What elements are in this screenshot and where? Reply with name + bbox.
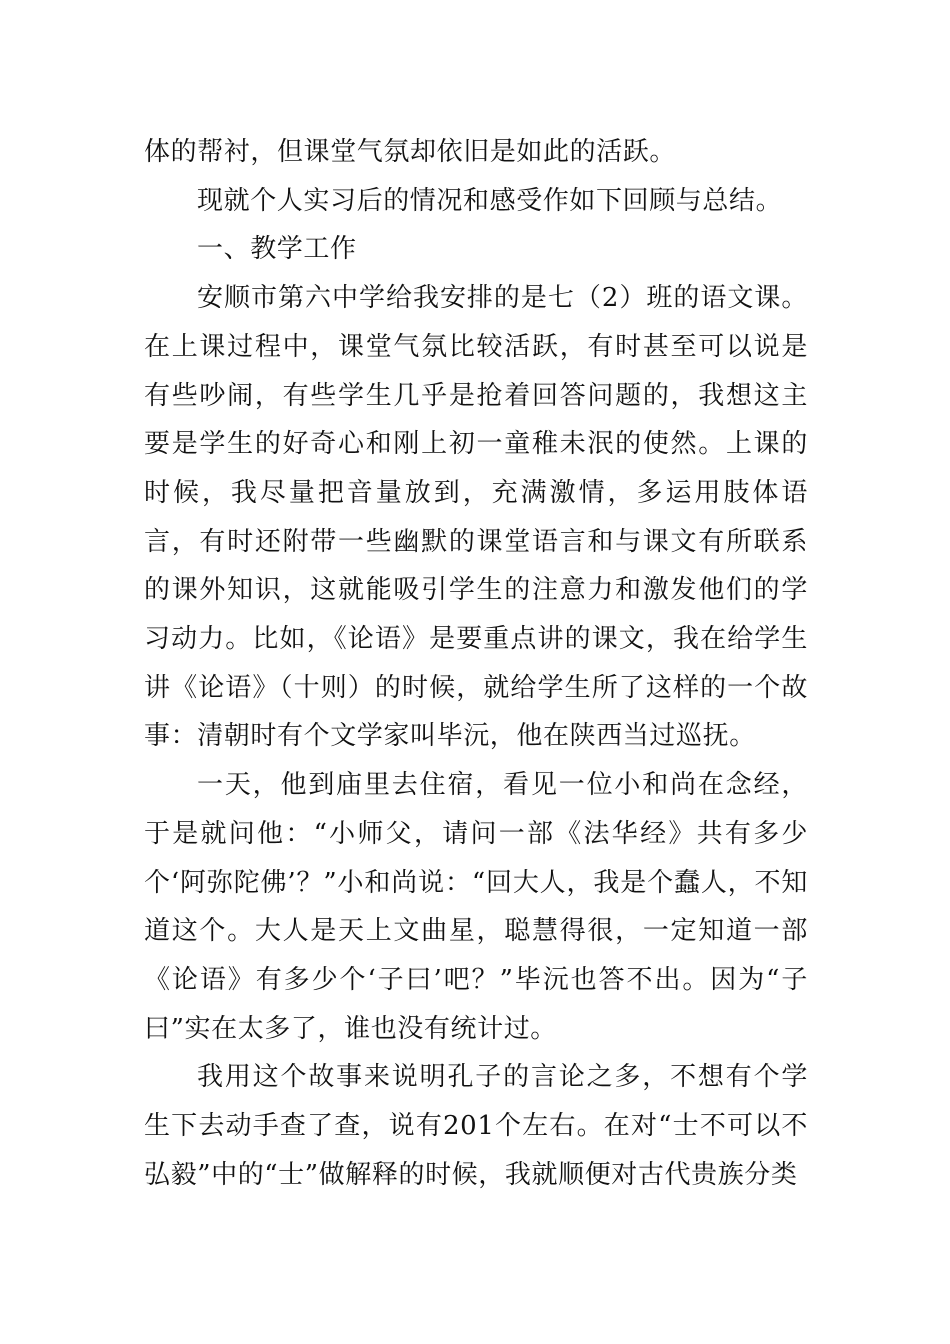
section-heading-teaching: 一、教学工作 bbox=[197, 234, 357, 265]
paragraph-teaching-arrangement: 安顺市第六中学给我安排的是七（2）班的语文课。在上课过程中，课堂气氛比较活跃，有时甚至可以说是有些吵闹，有些学生几乎是抢着回答问题的，我想这主要是学生的好奇心和刚上初一童稚未泯的使然。上课的时候，我尽量把音量放到，充满激情，多运用肢体语言，有时还附带一些幽默的课堂语言和与课文有所联系的课外知识，这就能吸引学生的注意力和激发他们的学习动力。比如，《论语》是要重点讲的课文，我在给学生讲《论语》（十则）的时候，就给学生所了这样的一个故事：清朝时有个文学家叫毕沅，他在陕西当过巡抚。 bbox=[144, 283, 808, 752]
paragraph-intro: 现就个人实习后的情况和感受作如下回顾与总结。 bbox=[197, 185, 783, 216]
document-body bbox=[144, 128, 808, 1199]
paragraph-story-outcome: 我用这个故事来说明孔子的言论之多，不想有个学生下去动手查了查，说有201个左右。在对“士不可以不弘毅”中的“士”做解释的时候，我就顺便对古代贵族分类 bbox=[144, 1062, 808, 1190]
paragraph-continuation: 体的帮衬，但课堂气氛却依旧是如此的活跃。 bbox=[144, 137, 677, 167]
paragraph-story: 一天，他到庙里去住宿，看见一位小和尚在念经，于是就问他：“小师父，请问一部《法华经》共有多少个‘阿弥陀佛’？”小和尚说：“回大人，我是个蠢人，不知道这个。大人是天上文曲星，聪慧得很，一定知道一部《论语》有多少个‘子曰’吧？”毕沅也答不出。因为“子曰”实在太多了，谁也没有统计过。 bbox=[144, 770, 808, 1044]
